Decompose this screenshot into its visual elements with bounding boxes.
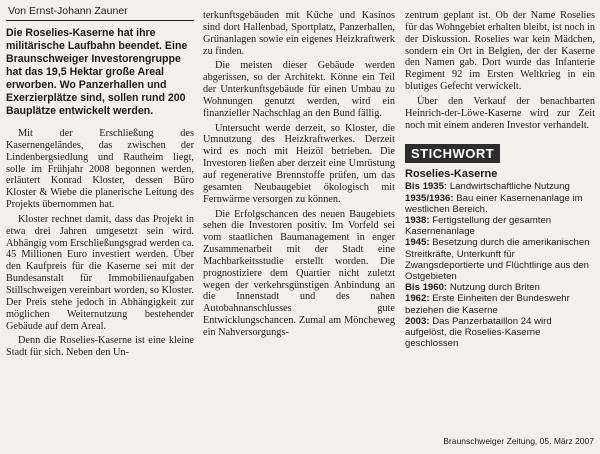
byline: Von Ernst-Johann Zauner [6, 0, 194, 21]
source-citation: Braunschweiger Zeitung, 05. März 2007 [443, 436, 594, 446]
body-paragraph: Die meisten dieser Gebäude werden abgerissen, so der Architekt. Könne ein Teil der Unterkunftsgebäude für einen Umbau zu Wohnungen genutzt werden, wird ein finanzieller Nachschlag an den Bund fällig. [203, 60, 395, 119]
lead-paragraph: Die Roselies-Kaserne hat ihre militärische Laufbahn beendet. Eine Braunschweiger Investorengruppe hat das 19,5 Hektar große Areal erworben. Wo Panzerhallen und Exerzierplätze sind, sollen rund 200 Bauplätze entwickelt werden. [6, 27, 188, 117]
body-paragraph: Über den Verkauf der benachbarten Heinrich-der-Löwe-Kaserne wird zur Zeit noch mit einem anderen Investor verhandelt. [405, 95, 595, 131]
body-paragraph: Die Erfolgschancen des neuen Baugebiets sehen die Investoren positiv. Im Vorfeld sei vom staatlichen Baumanagement in enger Zusammenarbeit mit der Stadt eine Machbarkeitsstudie erstellt worden. Die prognostiziere dem Quartier nicht zuletzt wegen der verkehrsgünstigen Anbindung an die Innenstadt und des nahen Autobahnanschlusses gute Entwicklungschancen. Zumal am Möncheweg ein Nahversorgungs- [203, 208, 395, 338]
stichwort-label: STICHWORT [405, 144, 500, 163]
body-paragraph: zentrum geplant ist. Ob der Name Roselies für das Wohngebiet erhalten bleibt, ist noch in der Diskussion. Roselies war kein Mädchen, sondern ein Ort in Belgien, der der Kaserne den Namen gab. Dort wurde das Infanterie Regiment 92 im Ersten Weltkrieg in ein blutiges Gefecht verwickelt. [405, 10, 595, 93]
body-paragraph: terkunftsgebäuden mit Küche und Kasinos sind dort Hallenbad, Sportplatz, Panzerhallen, Grünanlagen sowie ein eigenes Heizkraftwerk zu finden. [203, 10, 395, 57]
column-3 [405, 0, 595, 349]
timeline-entry: 1945: Besetzung durch die amerikanischen Streitkräfte, Unterkunft für Zwangsdeportierte und Flüchtlinge aus den Ostgebieten [405, 237, 590, 283]
timeline-entry: Bis 1935: Landwirtschaftliche Nutzung [405, 181, 570, 193]
column-2 [203, 0, 395, 342]
body-paragraph: Untersucht werde derzeit, so Kloster, die Umnutzung des Heizkraftwerkes. Derzeit wird es noch mit Heizöl betrieben. Die Investoren ließen aber derzeit eine Umrüstung auf regenerative Brennstoffe prüfen, um das gesamten Neubaugebiet ökologisch mit Fernwärme versorgen zu können. [203, 122, 395, 205]
timeline-entry: 1935/1936: Bau einer Kasernenanlage im westlichen Bereich. [405, 192, 583, 215]
body-paragraph: Kloster rechnet damit, dass das Projekt in etwa drei Jahren umgesetzt sein wird. Abhängig vom Erschließungsgrad werden ca. 45 Millionen Euro investiert werden. Über den Kaufpreis für die Kaserne sei mit der Bundesanstalt für Immobilienaufgaben Stillschweigen vereinbart worden, so Kloster. Der Preis stehe jedoch in Abhängigkeit zur möglichen Weiternutzung bestehender Gebäude auf dem Areal. [6, 213, 194, 332]
column-1 [6, 0, 194, 362]
body-paragraph: Denn die Roselies-Kaserne ist eine kleine Stadt für sich. Neben den Un- [6, 335, 194, 359]
body-paragraph: Mit der Erschließung des Kasernengeländes, das zwischen der Lindenbergsiedlung und Rautheim liegt, solle im Frühjahr 2008 begonnen werden, erläutert Konrad Kloster, dessen Büro Kloster & Wiebe die planerische Leitung des Projekts übernommen hat. [6, 128, 194, 211]
timeline-entry: Bis 1960: Nutzung durch Briten [405, 282, 540, 294]
timeline-entry: 1962: Erste Einheiten der Bundeswehr beziehen die Kaserne [405, 293, 570, 316]
timeline-entry: 1938: Fertigstellung der gesamten Kasernenanlage [405, 215, 552, 238]
timeline-entry: 2003: Das Panzerbataillon 24 wird aufgelöst, die Roselies-Kaserne geschlossen [405, 315, 552, 350]
stichwort-title: Roselies-Kaserne [405, 168, 498, 181]
timeline [405, 181, 595, 349]
